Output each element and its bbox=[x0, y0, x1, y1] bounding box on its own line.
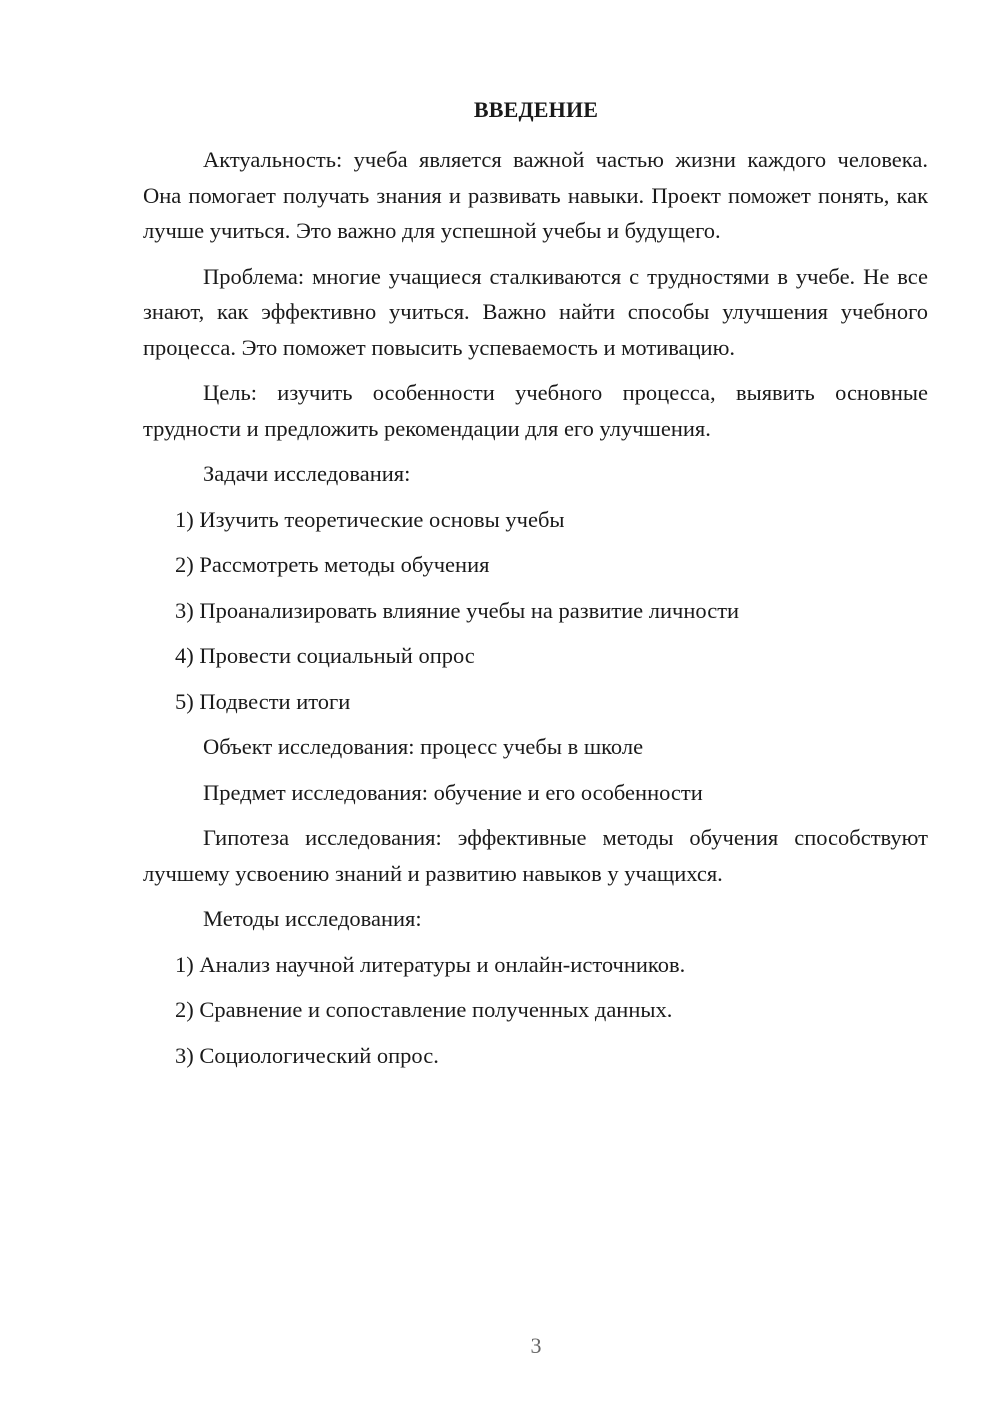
task-item: 5) Подвести итоги bbox=[175, 688, 351, 714]
problem-paragraph: Проблема: многие учащиеся сталкиваются с трудностями в учебе. Не все знают, как эффективно учиться. Важно найти способы улучшения учебного процесса. Это поможет повысить успеваемость и мотивацию. bbox=[143, 263, 928, 360]
tasks-heading: Задачи исследования: bbox=[203, 461, 411, 486]
task-item: 2) Рассмотреть методы обучения bbox=[175, 552, 490, 577]
goal-paragraph: Цель: изучить особенности учебного процесса, выявить основные трудности и предложить рекомендации для его улучшения. bbox=[143, 380, 928, 441]
methods-heading: Методы исследования: bbox=[203, 906, 422, 931]
object-line: Объект исследования: процесс учебы в школе bbox=[203, 734, 644, 759]
hypothesis-paragraph: Гипотеза исследования: эффективные методы обучения способствуют лучшему усвоению знаний и развитию навыков у учащихся. bbox=[143, 825, 928, 886]
task-item: 3) Проанализировать влияние учебы на развитие личности bbox=[175, 597, 740, 623]
method-item: 2) Сравнение и сопоставление полученных данных. bbox=[175, 997, 673, 1022]
task-item: 4) Провести социальный опрос bbox=[175, 643, 475, 668]
subject-line: Предмет исследования: обучение и его особенности bbox=[203, 779, 703, 805]
page-title: ВВЕДЕНИЕ bbox=[473, 97, 599, 122]
page-number: 3 bbox=[530, 1333, 542, 1358]
method-item: 1) Анализ научной литературы и онлайн-источников. bbox=[175, 951, 686, 977]
task-item: 1) Изучить теоретические основы учебы bbox=[175, 506, 565, 532]
relevance-paragraph: Актуальность: учеба является важной частью жизни каждого человека. Она помогает получать знания и развивать навыки. Проект поможет понять, как лучше учиться. Это важно для успешной учебы и будущего. bbox=[143, 147, 928, 243]
method-item: 3) Социологический опрос. bbox=[175, 1042, 439, 1068]
document-body bbox=[143, 142, 928, 1083]
